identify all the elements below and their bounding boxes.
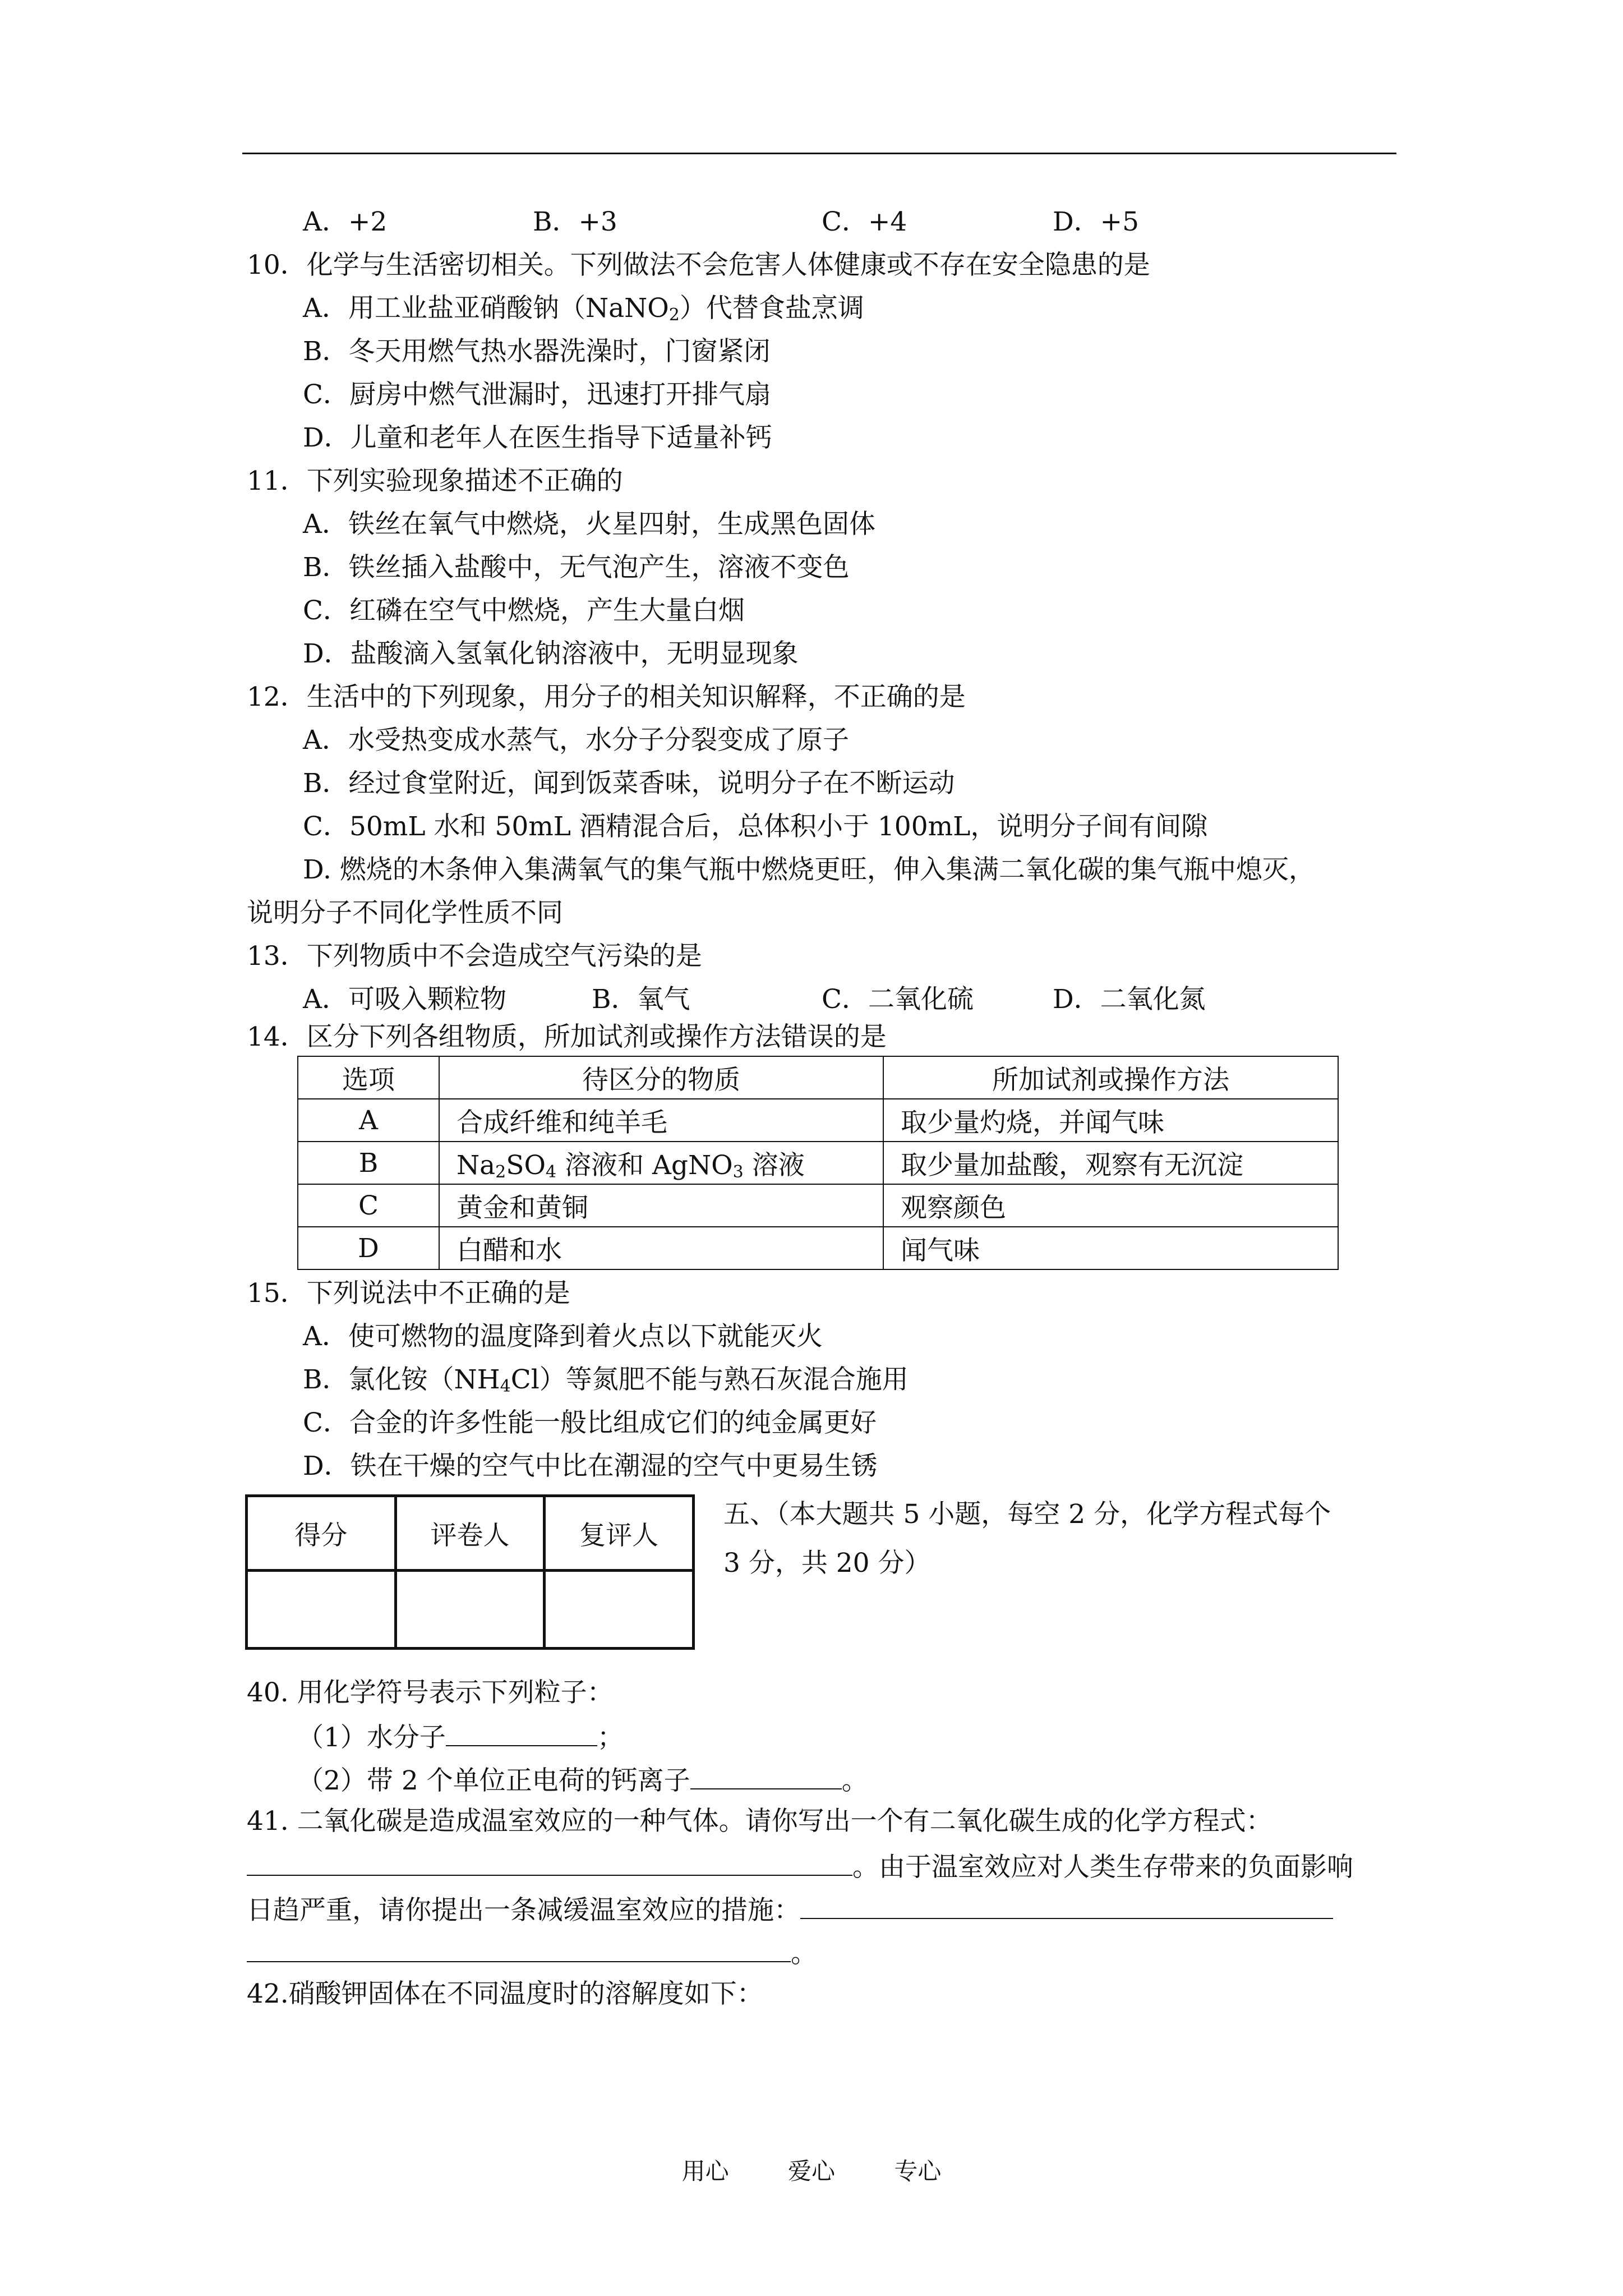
score-entry-row	[247, 1571, 694, 1649]
q14-stem: 14．区分下列各组物质，所加试剂或操作方法错误的是	[247, 1022, 887, 1052]
section5-heading-line2: 3 分，共 20 分）	[723, 1548, 931, 1579]
q41-line3: 日趋严重，请你提出一条减缓温室效应的措施：	[247, 1891, 1333, 1927]
header-rule	[242, 153, 1396, 154]
q12-stem: 12．生活中的下列现象，用分子的相关知识解释，不正确的是	[247, 682, 966, 712]
q10-option-c: C．厨房中燃气泄漏时，迅速打开排气扇	[303, 379, 771, 410]
q14-table	[297, 1056, 1339, 1270]
row-substances: 白醋和水	[439, 1227, 883, 1269]
q15-option-d: D．铁在干燥的空气中比在潮湿的空气中更易生锈	[303, 1451, 878, 1481]
reviewer-header: 复评人	[545, 1496, 694, 1571]
equation-blank[interactable]	[247, 1848, 852, 1876]
answer-blank[interactable]	[446, 1718, 597, 1746]
table-row	[298, 1099, 1338, 1142]
footer-text-1: 用心	[681, 2157, 729, 2185]
row-option: D	[298, 1227, 439, 1269]
row-substances: 合成纤维和纯羊毛	[439, 1099, 883, 1142]
page-footer	[0, 2153, 1623, 2187]
q10-stem: 10．化学与生活密切相关。下列做法不会危害人体健康或不存在安全隐患的是	[247, 250, 1150, 280]
score-header: 得分	[247, 1496, 396, 1571]
q11-option-c: C．红磷在空气中燃烧，产生大量白烟	[303, 595, 745, 626]
q9-option-a: A．+2	[303, 206, 388, 237]
row-method: 取少量加盐酸，观察有无沉淀	[883, 1142, 1338, 1184]
q11-option-b: B．铁丝插入盐酸中，无气泡产生，溶液不变色	[303, 552, 850, 583]
q13-option-a: A．可吸入颗粒物	[303, 984, 506, 1015]
q10-option-d: D．儿童和老年人在医生指导下适量补钙	[303, 422, 772, 453]
table-row	[298, 1142, 1338, 1184]
q15-option-a: A．使可燃物的温度降到着火点以下就能灭火	[303, 1321, 823, 1352]
q13-option-b: B．氧气	[592, 984, 690, 1015]
q10-option-b: B．冬天用燃气热水器洗澡时，门窗紧闭	[303, 336, 771, 367]
q12-option-c: C．50mL 水和 50mL 酒精混合后，总体积小于 100mL，说明分子间有间隙	[303, 811, 1208, 842]
section5-heading-line1: 五、（本大题共 5 小题，每空 2 分，化学方程式每个	[723, 1499, 1331, 1530]
measure-blank[interactable]	[800, 1891, 1333, 1919]
q11-option-a: A．铁丝在氧气中燃烧，火星四射，生成黑色固体	[303, 509, 875, 540]
q41-line2: 。由于温室效应对人类生存带来的负面影响	[247, 1848, 1353, 1884]
q15-option-b: B．氯化铵$(NH_4Cl)$等氮肥不能与熟石灰混合施用	[303, 1364, 909, 1396]
q9-option-b: B．+3	[533, 206, 617, 237]
q15-stem: 15．下列说法中不正确的是	[247, 1278, 570, 1309]
answer-blank[interactable]	[690, 1761, 842, 1789]
q40-part1: （1）水分子 ；	[297, 1718, 624, 1755]
table-header-method: 所加试剂或操作方法	[883, 1056, 1338, 1099]
q41-line4: 。	[247, 1934, 817, 1971]
table-header-substances: 待区分的物质	[439, 1056, 883, 1099]
row-option: C	[298, 1184, 439, 1227]
q12-option-b: B．经过食堂附近，闻到饭菜香味，说明分子在不断运动	[303, 768, 955, 799]
row-method: 观察颜色	[883, 1184, 1338, 1227]
q13-stem: 13．下列物质中不会造成空气污染的是	[247, 941, 702, 972]
table-header-option: 选项	[298, 1056, 439, 1099]
q40-stem: 40. 用化学符号表示下列粒子：	[247, 1677, 614, 1708]
footer-text-2: 爱心	[787, 2157, 835, 2185]
row-substances: $Na_2SO_4$ 溶液和 AgNO$_3$ 溶液	[439, 1142, 883, 1184]
grader-header: 评卷人	[395, 1496, 545, 1571]
row-method: 取少量灼烧，并闻气味	[883, 1099, 1338, 1142]
row-substances: 黄金和黄铜	[439, 1184, 883, 1227]
table-header-row	[298, 1056, 1338, 1099]
table-row	[298, 1184, 1338, 1227]
table-row	[298, 1227, 1338, 1269]
q11-option-d: D．盐酸滴入氢氧化钠溶液中，无明显现象	[303, 638, 799, 669]
q10-option-a: A．用工业盐亚硝酸钠（NaNO$_2$）代替食盐烹调	[303, 293, 864, 325]
q41-line1: 41. 二氧化碳是造成温室效应的一种气体。请你写出一个有二氧化碳生成的化学方程式：	[247, 1806, 1272, 1837]
q12-option-d: D. 燃烧的木条伸入集满氧气的集气瓶中燃烧更旺，伸入集满二氧化碳的集气瓶中熄灭，	[303, 854, 1315, 885]
grader-cell[interactable]	[395, 1571, 545, 1649]
q13-option-d: D．二氧化氮	[1053, 984, 1206, 1015]
q15-option-c: C．合金的许多性能一般比组成它们的纯金属更好	[303, 1407, 877, 1438]
q9-option-d: D．+5	[1053, 206, 1139, 237]
q42-stem: 42.硝酸钾固体在不同温度时的溶解度如下：	[247, 1978, 763, 2009]
q13-option-c: C．二氧化硫	[822, 984, 974, 1015]
score-cell[interactable]	[247, 1571, 396, 1649]
q12-option-d-cont: 说明分子不同化学性质不同	[247, 898, 563, 928]
row-method: 闻气味	[883, 1227, 1338, 1269]
score-header-row	[247, 1496, 694, 1571]
q9-option-c: C．+4	[822, 206, 907, 237]
reviewer-cell[interactable]	[545, 1571, 694, 1649]
q40-part2: （2）带 2 个单位正电荷的钙离子 。	[297, 1761, 868, 1798]
q11-stem: 11．下列实验现象描述不正确的	[247, 466, 623, 496]
measure-blank-cont[interactable]	[247, 1934, 791, 1962]
q12-option-a: A．水受热变成水蒸气，水分子分裂变成了原子	[303, 725, 849, 756]
row-option: B	[298, 1142, 439, 1184]
footer-text-3: 专心	[894, 2157, 942, 2185]
score-table	[245, 1494, 695, 1650]
row-option: A	[298, 1099, 439, 1142]
